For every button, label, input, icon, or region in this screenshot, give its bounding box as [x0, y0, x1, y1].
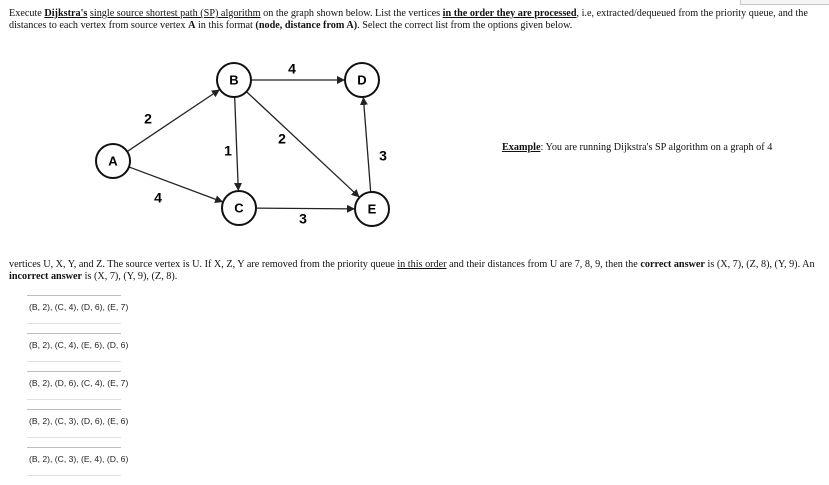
edge-weight-A-C: 4 [154, 189, 162, 206]
correct-answer-label: correct answer [640, 259, 705, 270]
node-label-B: B [229, 72, 239, 88]
example-intro [502, 142, 772, 153]
option-label[interactable]: (B, 2), (C, 4), (D, 6), (E, 7) [29, 302, 129, 312]
edge-E-D [363, 98, 370, 192]
source-vertex: A [188, 19, 196, 31]
edge-B-E [246, 92, 358, 197]
option-label[interactable]: (B, 2), (C, 3), (E, 4), (D, 6) [29, 454, 129, 464]
node-label-C: C [234, 200, 244, 216]
question-part: , i.e, extracted/dequeued from the priority queue, and the distances to each vertex from source vertex [9, 8, 808, 31]
option-label[interactable]: (B, 2), (D, 6), (C, 4), (E, 7) [29, 378, 129, 388]
question-part: . Select the correct list from the options given below. [357, 19, 573, 31]
edge-A-B [127, 90, 219, 152]
node-label-E: E [367, 201, 377, 217]
edge-C-E [256, 208, 354, 209]
option-label[interactable]: (B, 2), (C, 3), (D, 6), (E, 6) [29, 416, 129, 426]
edge-weight-C-E: 3 [299, 210, 307, 227]
example-part: vertices U, X, Y, and Z. The source vertex is U. If X, Z, Y are removed from the priority queue [9, 259, 398, 270]
in-order-emphasis: in this order [397, 259, 447, 270]
example-part: is (X, 7), (Y, 9), (Z, 8). [82, 270, 178, 282]
format-emphasis: (node, distance from A) [255, 19, 358, 31]
node-label-D: D [357, 72, 367, 88]
answer-option[interactable] [27, 295, 129, 333]
edge-weight-B-D: 4 [288, 60, 296, 77]
edge-weight-B-C: 1 [224, 142, 232, 159]
edge-B-C [235, 97, 239, 190]
order-emphasis: in the order they are processed [442, 8, 577, 19]
question-part: in this format [195, 19, 256, 31]
answer-option[interactable] [27, 333, 129, 371]
answer-option[interactable] [27, 447, 129, 485]
dijkstra-link[interactable]: Dijkstra's [44, 8, 88, 19]
sp-algorithm-link[interactable]: single source shortest path (SP) algorithm [89, 8, 261, 19]
example-part: is (X, 7), (Z, 8), (Y, 9). An [704, 259, 815, 270]
option-label[interactable]: (B, 2), (C, 4), (E, 6), (D, 6) [29, 340, 129, 350]
answer-options [27, 295, 129, 485]
edge-weight-B-E: 2 [278, 130, 286, 147]
answer-option[interactable] [27, 409, 129, 447]
incorrect-answer-label: incorrect answer [9, 270, 83, 282]
edge-A-C [129, 167, 222, 202]
answer-option[interactable] [27, 371, 129, 409]
example-part: and their distances from U are 7, 8, 9, then the [446, 259, 641, 270]
edge-weight-E-D: 3 [379, 147, 387, 164]
question-part: on the graph shown below. List the vertices [260, 8, 443, 19]
example-intro-text: : You are running Dijkstra's SP algorithm on a graph of 4 [540, 142, 773, 153]
edge-weight-A-B: 2 [144, 110, 152, 127]
example-continued [9, 259, 819, 282]
example-label: Example [502, 142, 541, 153]
question-part: Execute [9, 8, 45, 19]
node-label-A: A [108, 153, 118, 169]
